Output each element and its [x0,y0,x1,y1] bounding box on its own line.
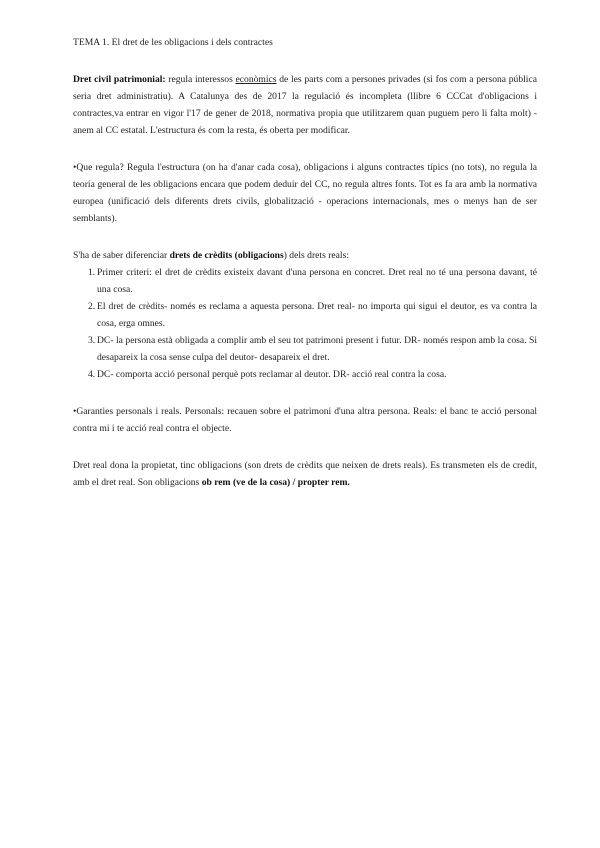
criteria-list [73,264,537,383]
list-text: El dret de crèdits- només es reclama a aquesta persona. Dret real- no importa qui sigui el deutor, es va contra la cosa, erga omnes. [97,301,537,329]
paragraph-que-regula: •Que regula? Regula l'estructura (on ha d'anar cada cosa), obligacions i alguns contractes típics (no tots), no regula la teoría general de les obligacions encara que podem deduir del CC, no regula altres fonts. Tot es fa ara amb la normativa europea (unificació dels diferents drets civils, globalització - operacions internacionals, mes o menys han de ser semblants). [73,162,537,224]
list-text: DC- la persona està obligada a complir amb el seu tot patrimoni present i futur. DR- només respon amb la cosa. Si desapareix la cosa sense culpa del deutor- desapareix el dret. [97,335,537,363]
list-number: 4. [88,369,96,380]
p5-text-1: Dret real dona la propietat, tinc obligacions (son drets de crèdits que neixen de drets reals). Es transmeten els de credit, amb el dret real. Son obligacions [73,460,537,488]
list-item [73,264,537,298]
list-text: DC- comporta acció personal perquè pots reclamar al deutor. DR- acció real contra la cosa. [97,369,447,380]
paragraph-dret-real [73,457,537,491]
list-item [73,298,537,332]
term-ob-rem: ob rem (ve de la cosa) / propter rem. [201,477,350,488]
paragraph-garanties: •Garanties personals i reals. Personals: recauen sobre el patrimoni d'una altra persona. Reals: el banc te acció personal contra mi i te acció real contra el objecte. [73,406,537,434]
list-number: 1. [88,267,96,278]
p1-text-2: de les parts com a persones privades (si fos com a persona pública seria dret administratiu). A Catalunya des de 2017 la regulació és incompleta (llibre 6 CCCat d'obligacions i contractes,va entrar en vigor l'17 de gener de 2018, normativa propia que utilitzarem quan puguem pero li falta molt) - anem al CC estatal. L'estructura és com la resta, és oberta per modificar. [73,74,537,136]
section-drets [73,247,537,383]
p3-text-1: S'ha de saber diferenciar [73,250,170,261]
paragraph-dret-civil [73,71,537,139]
underlined-word: econòmics [235,74,277,85]
list-item [73,332,537,366]
list-text: Primer criteri: el dret de crèdits existeix davant d'una persona en concret. Dret real no té una persona davant, té una cosa. [97,267,537,295]
list-number: 2. [88,301,96,312]
list-number: 3. [88,335,96,346]
p1-text-1: regula interessos [165,74,236,85]
list-item [73,366,537,383]
p3-text-2: ) dels drets reals: [283,250,349,261]
term-drets-credits: drets de crèdits (obligacions [169,250,284,261]
document-title: TEMA 1. El dret de les obligacions i dels contractes [73,37,273,48]
term-dret-civil: Dret civil patrimonial: [73,74,166,85]
document-page [73,34,537,511]
paragraph-diferenciar [73,247,537,264]
